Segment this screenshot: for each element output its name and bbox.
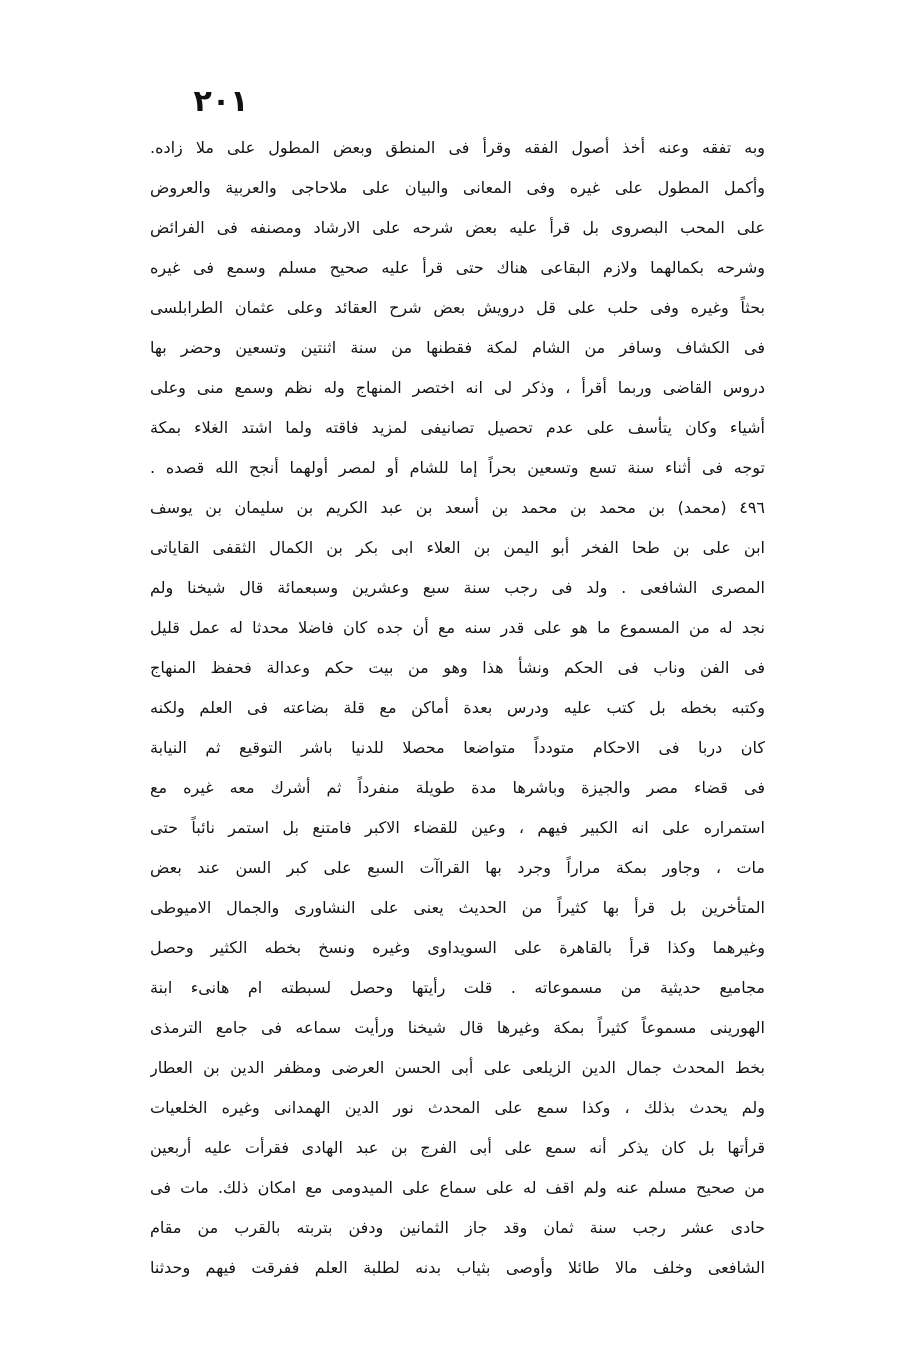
text-line: بحثاً وغيره وفى حلب على قل درويش بعض شرح العقائد وعلى عثمان الطرابلسى — [150, 298, 765, 317]
text-line: ولم يحدث بذلك ، وكذا سمع على المحدث نور الدين الهمدانى وغيره الخلعيات — [150, 1098, 765, 1117]
text-line: استمراره على انه الكبير فيهم ، وعين للقضاء الاكبر فامتنع بل استمر نائباً حتى — [150, 818, 765, 837]
text-line: المصرى الشافعى . ولد فى رجب سنة سبع وعشرين وسبعمائة قال شيخنا ولم — [150, 578, 765, 597]
text-line: فى الكشاف وسافر من الشام لمكة فقطنها من سنة اثنتين وتسعين وحضر بها — [150, 338, 765, 357]
text-line: على المحب البصروى بل قرأ عليه بعض شرحه على الارشاد ومصنفه فى الفرائض — [150, 218, 765, 237]
text-line: أشياء وكان يتأسف على عدم تحصيل تصانيفى لمزيد فاقته ولما اشتد الغلاء بمكة — [150, 418, 765, 437]
text-line: مجاميع حديثية من مسموعاته . قلت رأيتها وحصل لسبطته ام هانىء ابنة — [150, 978, 765, 997]
text-line: ابن على بن طحا الفخر أبو اليمن بن العلاء ابى بكر بن الكمال الثقفى القاياتى — [150, 538, 765, 557]
text-line: فى قضاء مصر والجيزة وباشرها مدة طويلة منفرداً ثم أشرك معه غيره مع — [150, 778, 765, 797]
page-number: ٢٠١ — [193, 84, 249, 119]
text-line: وكتبه بخطه بل كتب عليه ودرس بعدة أماكن مع قلة بضاعته فى العلم ولكنه — [150, 698, 765, 717]
text-line: وبه تفقه وعنه أخذ أصول الفقه وقرأ فى المنطق وبعض المطول على ملا زاده. — [150, 138, 765, 157]
text-line: نجد له من المسموع ما هو على قدر سنه مع أن جده كان فاضلا محدثا له عمل قليل — [150, 618, 765, 637]
text-line: حادى عشر رجب سنة ثمان وقد جاز الثمانين ودفن بتربته بالقرب من مقام — [150, 1218, 765, 1237]
text-line: من صحيح مسلم عنه ولم اقف له على سماع على الميدومى مع امكان ذلك. مات فى — [150, 1178, 765, 1197]
text-line: مات ، وجاور بمكة مراراً وجرد بها القراآت السبع على كبر السن عند بعض — [150, 858, 765, 877]
text-line: ٤٩٦ (محمد) بن محمد بن محمد بن أسعد بن عبد الكريم بن سليمان بن يوسف — [150, 498, 765, 517]
text-line: بخط المحدث جمال الدين الزيلعى على أبى الحسن العرضى ومظفر الدين بن العطار — [150, 1058, 765, 1077]
body-text — [150, 128, 765, 1288]
text-line: وأكمل المطول على غيره وفى المعانى والبيان على ملاحاجى والعربية والعروض — [150, 178, 765, 197]
text-line: دروس القاضى وربما أقرأ ، وذكر لى انه اختصر المنهاج وله نظم وسمع منى وعلى — [150, 378, 765, 397]
text-line: وشرحه بكمالهما ولازم البقاعى هناك حتى قرأ عليه صحيح مسلم وسمع فى غيره — [150, 258, 765, 277]
text-line: الشافعى وخلف مالا طائلا وأوصى بثياب بدنه لطلبة العلم ففرقت فيهم وحدثنا — [150, 1258, 765, 1277]
text-line: توجه فى أثناء سنة تسع وتسعين بحراً إما للشام أو لمصر أولهما أنجح الله قصده . — [150, 458, 765, 477]
text-line: الهورينى مسموعاً كثيراً بمكة وغيرها قال شيخنا ورأيت سماعه فى جامع الترمذى — [150, 1018, 765, 1037]
text-line: قرأتها بل كان يذكر أنه سمع على أبى الفرج بن عبد الهادى فقرأت عليه أربعين — [150, 1138, 765, 1157]
text-line: كان دربا فى الاحكام متودداً متواضعا محصلا للدنيا باشر التوقيع ثم النيابة — [150, 738, 765, 757]
text-line: وغيرهما وكذا قرأ بالقاهرة على السويداوى وغيره ونسخ بخطه الكثير وحصل — [150, 938, 765, 957]
text-line: المتأخرين بل قرأ بها كثيراً من الحديث يعنى على النشاورى والجمال الاميوطى — [150, 898, 765, 917]
text-line: فى الفن وناب فى الحكم ونشأ هذا وهو من بيت حكم وعدالة فحفظ المنهاج — [150, 658, 765, 677]
